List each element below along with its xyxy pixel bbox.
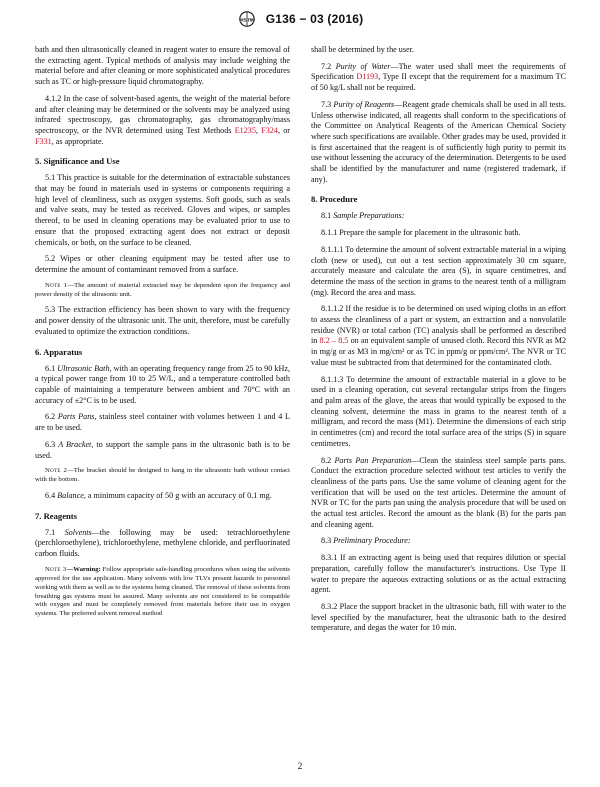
paragraph-6-3: 6.3 A Bracket, to support the sample pans in the ultrasonic bath is to be used. (35, 439, 290, 460)
reference-link-d1193[interactable]: D1193 (356, 72, 379, 82)
paragraph-8-3: 8.3 Preliminary Procedure: (321, 536, 411, 546)
page-header (0, 10, 600, 28)
section-heading-7: 7. Reagents (35, 510, 78, 521)
astm-logo-icon (237, 11, 257, 27)
paragraph-8-1-1: 8.1.1 Prepare the sample for placement in the ultrasonic bath. (321, 228, 521, 238)
paragraph-continued: shall be determined by the user. (311, 45, 414, 54)
section-heading-8: 8. Procedure (311, 194, 358, 205)
section-heading-6: 6. Apparatus (35, 346, 83, 357)
paragraph-8-1-1-1: 8.1.1.1 To determine the amount of solvent extractable material in a wiping cloth (new or used), cut out a test section approximately 30 cm square, accurately measure and calculate the area (S), in square centimetres, and determine the mass of the section in grams to the nearest tenth of a milligram (mg). Record the area and mass. (311, 244, 566, 297)
section-heading-5: 5. Significance and Use (35, 156, 120, 167)
paragraph: bath and then ultrasonically cleaned in reagent water to ensure the removal of the extracting agent. Typical methods of analysis may include weighing the material before and after cleaning or more sophisticated analytical procedures such as TC or high-pressure liquid chromatography. (35, 45, 290, 87)
paragraph-7-3: 7.3 Purity of Reagents—Reagent grade chemicals shall be used in all tests. Unless otherwise indicated, all reagents shall conform to the specifications of the Committee on Analytical Reagents of the American Chemical Society where such specifications are available. Other grades may be used, provided it is first ascertained that the reagent is of sufficiently high purity to permit its use without lessening the accuracy of the determination. Detergents to be used shall be identified by the manufacturer and name (registered trademark, if any). (311, 99, 566, 184)
paragraph-5-1: 5.1 This practice is suitable for the determination of extractable substances that may be found in materials used in systems or components requiring a high level of cleanliness, such as oxygen systems. Soft goods, such as seals and valve seats, may be tested as received. Gloves and wipes, or samples thereof, to be used in cleaning operations may be evaluated prior to use to ensure that the proposed extracting agent does not extract or deposit chemicals, or both, on the surface to be cleaned. (35, 173, 290, 247)
paragraph-7-1: 7.1 Solvents—the following may be used: tetrachloroethylene (perchloroethylene), trichloroethylene, methylene chloride, and perfluorinated carbon fluids. (35, 527, 290, 559)
paragraph-5-3: 5.3 The extraction efficiency has been shown to vary with the frequency and power density of the ultrasonic unit. The unit, therefore, must be carefully evaluated to optimize the extraction conditions. (35, 305, 290, 336)
paragraph-8-3-2: 8.3.2 Place the support bracket in the ultrasonic bath, fill with water to the level specified by the manufacturer, heat the ultrasonic bath to the desired temperature, and degas the water for 10 min. (311, 601, 566, 633)
paragraph-4-1-2: 4.1.2 In the case of solvent-based agents, the weight of the material before and after cleaning may be determined or the solvents may be analyzed using infrared spectroscopy, gas chromatography, gas chromatography/mass spectroscopy, or the NVR determined using Test Methods E1235, F324, or F331, as appropriate. (35, 93, 290, 146)
paragraph-5-2: 5.2 Wipes or other cleaning equipment may be tested after use to determine the amount of contaminant removed from a surface. (35, 254, 290, 274)
paragraph-8-1-1-2: 8.1.1.2 If the residue is to be determined on used wiping cloths in an effort to assess the cleanliness of a part or system, an extraction and a nonvolatile residue (NVR) or total carbon (TC) analysis shall be performed as described in 8.2 – 8.5 on an equivalent sample of unused cloth. Record this NVR as M2 in mg/g or as M3 in mg/cm² or as TC in ppm/g or ppm/cm². The NVR or TC value must be subtracted from that determined for the contaminated cloth. (311, 304, 567, 367)
note-2: Note 2—The bracket should be designed to hang in the ultrasonic bath without contact with the bottom. (35, 467, 290, 484)
note-1: Note 1—The amount of material extracted may be dependent upon the frequency and power density of the ultrasonic unit. (35, 281, 290, 298)
reference-link-8-2-8-5[interactable]: 8.2 – 8.5 (319, 336, 349, 346)
paragraph-6-1: 6.1 Ultrasonic Bath, with an operating frequency range from 25 to 90 kHz, a typical power range from 10 to 25 W/L, and a temperature controlled bath capable of maintaining a temperature between ambient and 70°C with an accuracy of ±2°C is to be used. (35, 363, 290, 405)
note-3-warning: Note 3—Warning: Follow appropriate safe-handling procedures when using the solvents approved for the use application. Many solvents with low TLVs present hazards to personnel working with them as well as to the systems being cleaned. The removal of these solvents from breathing gas systems must be assured. Many solvents are not considered to be compatible with oxygen and must be completely removed from materials before their use in oxygen systems. The preferred solvent removal method (35, 565, 290, 618)
reference-link-f324[interactable]: F324 (261, 125, 278, 135)
standard-designation: G136 − 03 (2016) (265, 12, 364, 27)
reference-link-f331[interactable]: F331 (35, 136, 52, 146)
paragraph-6-2: 6.2 Parts Pans, stainless steel container with volumes between 1 and 4 L are to be used. (35, 412, 290, 433)
page-number: 2 (297, 761, 303, 771)
paragraph-8-3-1: 8.3.1 If an extracting agent is being used that requires dilution or special preparation, carefully follow the manufacturer's instructions. Use Type II water to prepare the aqueous extracting solutions or as the actual extracting agent. (311, 553, 566, 595)
paragraph-7-2: 7.2 Purity of Water—The water used shall meet the requirements of Specification D1193, Type II except that the requirement for a maximum TC of 50 kg/L shall not be required. (311, 61, 566, 93)
right-column (311, 45, 566, 640)
svg-text:ASTM: ASTM (239, 18, 254, 24)
paragraph-6-4: 6.4 Balance, a minimum capacity of 50 g with an accuracy of 0.1 mg. (45, 491, 272, 501)
reference-link-e1235[interactable]: E1235 (234, 125, 256, 135)
paragraph-8-2: 8.2 Parts Pan Preparation—Clean the stainless steel sample parts pans. Conduct the extraction procedure selected without test articles to verify the cleanliness of the parts pans. Use the same volume of cleaning agent for the verification that will be used on the test articles. Determine the amount of NVR or TC for the parts pan using the analysis procedure that will be used on the actual test articles. Record the amount as the blank (B) for the parts pan and cleaning agent. (311, 455, 566, 529)
left-column (35, 45, 290, 625)
paragraph-8-1: 8.1 Sample Preparations: (321, 211, 405, 221)
paragraph-8-1-1-3: 8.1.1.3 To determine the amount of extractable material in a glove to be used in a cleaning operation, cut several rectangular strips from the fingers and palm areas of the glove, the areas that would typically be exposed to the cleaning solvent, determine the mass in grams to the nearest tenth of a milligram, and record the mass (M1). Determine the dimensions of each strip in centimetres (cm) and record the total surface area of the strips (S) in square centimetres. (311, 374, 566, 448)
